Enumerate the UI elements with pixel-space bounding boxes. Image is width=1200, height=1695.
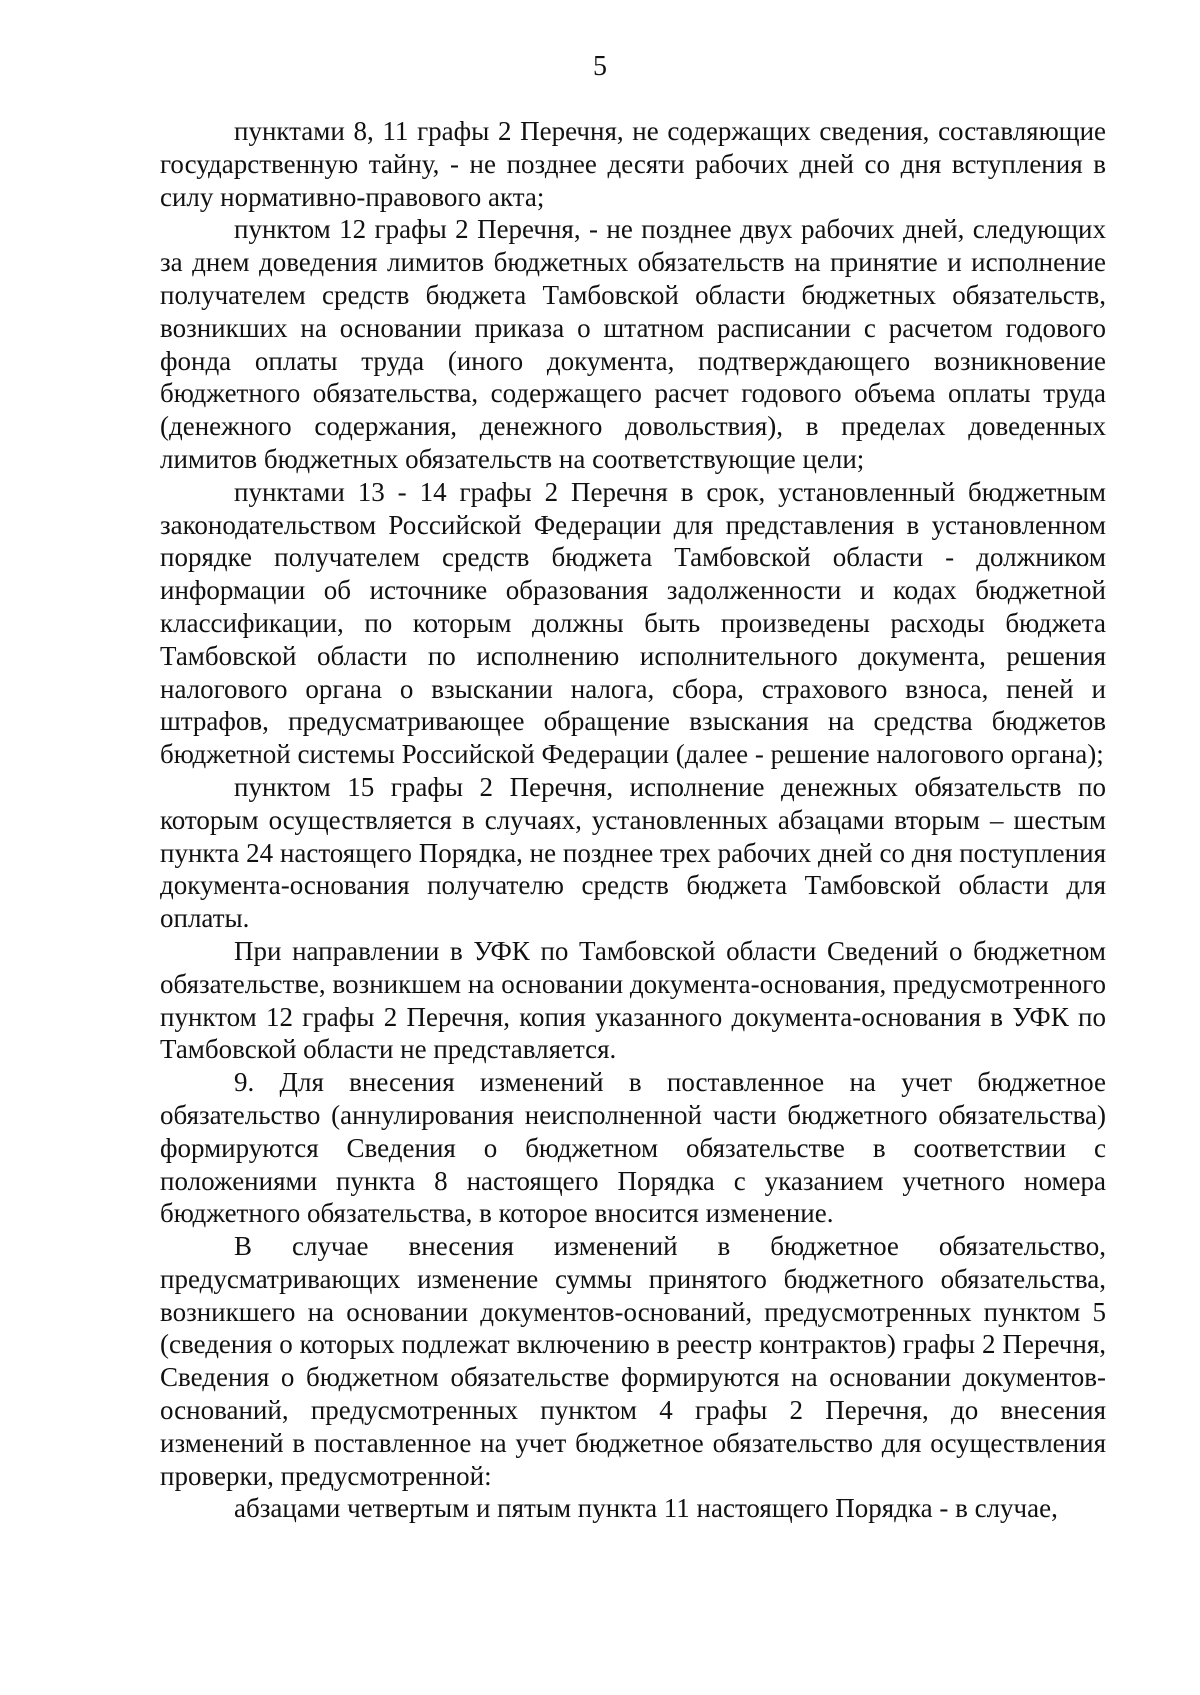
paragraph-deadline-items-13-14: пунктами 13 - 14 графы 2 Перечня в срок, установленный бюджетным законодательством Российской Федерации для представления в установленном порядке получателем средств бюджета Тамбовской области - должником информации об источнике образования задолженности и кодах бюджетной классификации, по которым должны быть произведены расходы бюджета Тамбовской области по исполнению исполнительного документа, решения налогового органа о взыскании налога, сбора, страхового взноса, пеней и штрафов, предусматривающее обращение взыскания на средства бюджетов бюджетной системы Российской Федерации (далее - решение налогового органа); xyxy=(160,476,1106,770)
paragraph-clause-9: 9. Для внесения изменений в поставленное на учет бюджетное обязательство (аннулирования неисполненной части бюджетного обязательства) формируются Сведения о бюджетном обязательстве в соответствии с положениями пункта 8 настоящего Порядка с указанием учетного номера бюджетного обязательства, в которое вносится изменение. xyxy=(160,1067,1106,1229)
paragraph-document-copy-note: При направлении в УФК по Тамбовской области Сведений о бюджетном обязательстве, возникшем на основании документа-основания, предусмотренного пунктом 12 графы 2 Перечня, копия указанного документа-основания в УФК по Тамбовской области не представляется. xyxy=(160,935,1106,1065)
paragraph-deadline-item-15: пунктом 15 графы 2 Перечня, исполнение денежных обязательств по которым осуществляется в случаях, установленных абзацами вторым – шестым пункта 24 настоящего Порядка, не позднее трех рабочих дней со дня поступления документа-основания получателю средств бюджета Тамбовской области для оплаты. xyxy=(160,771,1106,934)
paragraph-check-paragraphs: абзацами четвертым и пятым пункта 11 настоящего Порядка - в случае, xyxy=(234,1493,1058,1524)
document-body xyxy=(160,115,1106,1525)
paragraph-deadline-items-8-11: пунктами 8, 11 графы 2 Перечня, не содержащих сведения, составляющие государственную тайну, - не позднее десяти рабочих дней со дня вступления в силу нормативно-правового акта; xyxy=(160,116,1106,212)
paragraph-deadline-item-12: пунктом 12 графы 2 Перечня, - не позднее двух рабочих дней, следующих за днем доведения лимитов бюджетных обязательств на принятие и исполнение получателем средств бюджета Тамбовской области бюджетных обязательств, возникших на основании приказа о штатном расписании с расчетом годового фонда оплаты труда (иного документа, подтверждающего возникновение бюджетного обязательства, содержащего расчет годового объема оплаты труда (денежного содержания, денежного довольствия), в пределах доведенных лимитов бюджетных обязательств на соответствующие цели; xyxy=(160,214,1106,474)
paragraph-amount-change-case: В случае внесения изменений в бюджетное обязательство, предусматривающих изменение суммы принятого бюджетного обязательства, возникшего на основании документов-оснований, предусмотренных пунктом 5 (сведения о которых подлежат включению в реестр контрактов) графы 2 Перечня, Сведения о бюджетном обязательстве формируются на основании документов-оснований, предусмотренных пунктом 4 графы 2 Перечня, до внесения изменений в поставленное на учет бюджетное обязательство для осуществления проверки, предусмотренной: xyxy=(160,1231,1106,1491)
page-number: 5 xyxy=(593,51,607,82)
